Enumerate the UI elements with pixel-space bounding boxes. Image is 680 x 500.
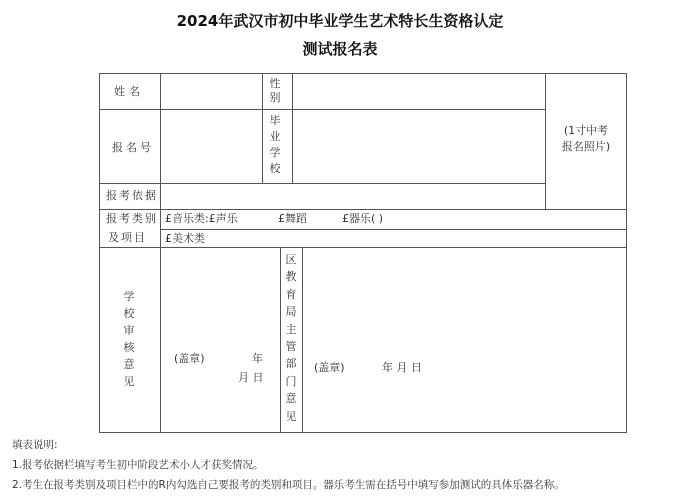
district-seal: (盖章) — [314, 361, 345, 374]
category-label-line2: 及项目 — [108, 231, 147, 244]
row-divider — [99, 183, 545, 184]
gender-label: 性别 — [269, 77, 281, 104]
form-title: 2024年武汉市初中毕业学生艺术特长生资格认定 — [176, 12, 504, 30]
row-divider — [99, 209, 627, 210]
music-option[interactable]: £音乐类:£声乐 — [165, 212, 238, 225]
table-border-bottom — [99, 432, 627, 433]
instrument-option[interactable]: £器乐( ) — [342, 212, 384, 225]
school-seal: (盖章) — [174, 352, 205, 365]
district-review-label: 区教育局主管部门意见 — [285, 253, 297, 423]
photo-caption-line2: 报名照片) — [561, 140, 611, 153]
registration-number-label: 报名号 — [112, 141, 154, 154]
row-divider — [99, 247, 627, 248]
column-divider — [262, 73, 263, 184]
table-border-left — [99, 73, 100, 433]
name-label: 姓名 — [114, 85, 144, 98]
row-divider — [160, 229, 627, 230]
art-option[interactable]: £美术类 — [165, 232, 205, 245]
school-year: 年 — [252, 352, 263, 365]
column-divider — [160, 73, 161, 433]
school-month-day: 月 日 — [238, 371, 264, 384]
graduating-school-label: 毕业学校 — [269, 114, 281, 175]
column-divider — [280, 247, 281, 433]
form-subtitle: 测试报名表 — [302, 40, 378, 58]
table-border-top — [99, 73, 627, 74]
basis-label: 报考依据 — [106, 189, 158, 202]
table-border-right — [626, 73, 627, 433]
notes-line1: 1.报考依据栏填写考生初中阶段艺术小人才获奖情况。 — [12, 459, 264, 471]
school-review-label: 学校审核意见 — [123, 290, 135, 388]
photo-caption-line1: (1寸中考 — [563, 124, 609, 137]
notes-line2: 2.考生在报考类别及项目栏中的R内勾选自己要报考的类别和项目。器乐考生需在括号中填写参加测试的具体乐器名称。 — [12, 479, 565, 491]
district-date: 年 月 日 — [382, 361, 422, 374]
category-label-line1: 报考类别 — [106, 212, 158, 225]
column-divider — [302, 247, 303, 433]
photo-placeholder — [546, 123, 626, 155]
dance-option[interactable]: £舞蹈 — [278, 212, 307, 225]
notes-heading: 填表说明: — [12, 439, 58, 451]
row-divider — [99, 109, 545, 110]
column-divider — [292, 73, 293, 184]
